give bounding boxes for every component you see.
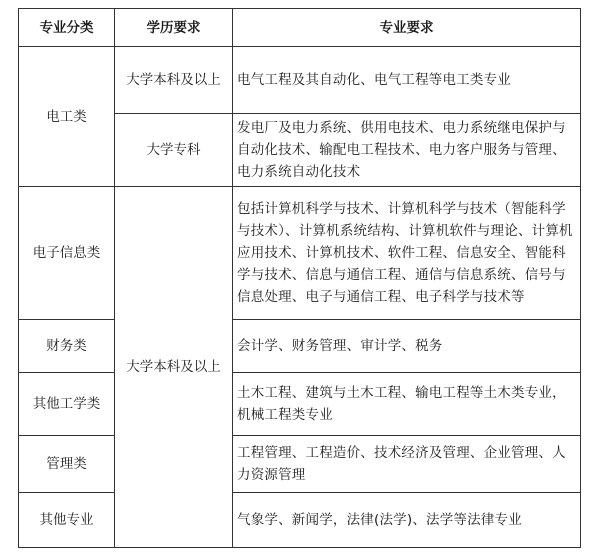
header-category: 专业分类 bbox=[19, 9, 115, 47]
table-row bbox=[19, 47, 581, 114]
table-row bbox=[19, 320, 581, 373]
category-cell: 其他工学类 bbox=[19, 373, 115, 436]
requirement-cell: 电气工程及其自动化、电气工程等电工类专业 bbox=[233, 47, 581, 114]
table-row bbox=[19, 493, 581, 548]
category-cell: 财务类 bbox=[19, 320, 115, 373]
requirement-cell: 工程管理、工程造价、技术经济及管理、企业管理、人力资源管理 bbox=[233, 436, 581, 493]
category-cell: 其他专业 bbox=[19, 493, 115, 548]
table-row bbox=[19, 373, 581, 436]
table-row bbox=[19, 187, 581, 320]
table-row bbox=[19, 436, 581, 493]
education-cell: 大学本科及以上 bbox=[115, 187, 233, 548]
requirement-cell: 土木工程、建筑与土木工程、输电工程等土木类专业，机械工程类专业 bbox=[233, 373, 581, 436]
requirement-cell: 会计学、财务管理、审计学、税务 bbox=[233, 320, 581, 373]
category-cell: 电子信息类 bbox=[19, 187, 115, 320]
requirement-cell: 包括计算机科学与技术、计算机科学与技术（智能科学与技术）、计算机系统结构、计算机软件与理论、计算机应用技术、计算机技术、软件工程、信息安全、智能科学与技术、信息与通信工程、通信与信息系统、信号与信息处理、电子与通信工程、电子科学与技术等 bbox=[233, 187, 581, 320]
header-requirement: 专业要求 bbox=[233, 9, 581, 47]
major-requirements-table bbox=[18, 8, 581, 548]
requirement-cell: 发电厂及电力系统、供用电技术、电力系统继电保护与自动化技术、输配电工程技术、电力客户服务与管理、电力系统自动化技术 bbox=[233, 114, 581, 187]
header-education: 学历要求 bbox=[115, 9, 233, 47]
category-cell: 电工类 bbox=[19, 47, 115, 187]
education-cell: 大学专科 bbox=[115, 114, 233, 187]
requirement-cell: 气象学、新闻学，法律(法学)、法学等法律专业 bbox=[233, 493, 581, 548]
category-cell: 管理类 bbox=[19, 436, 115, 493]
table-header-row bbox=[19, 9, 581, 47]
education-cell: 大学本科及以上 bbox=[115, 47, 233, 114]
